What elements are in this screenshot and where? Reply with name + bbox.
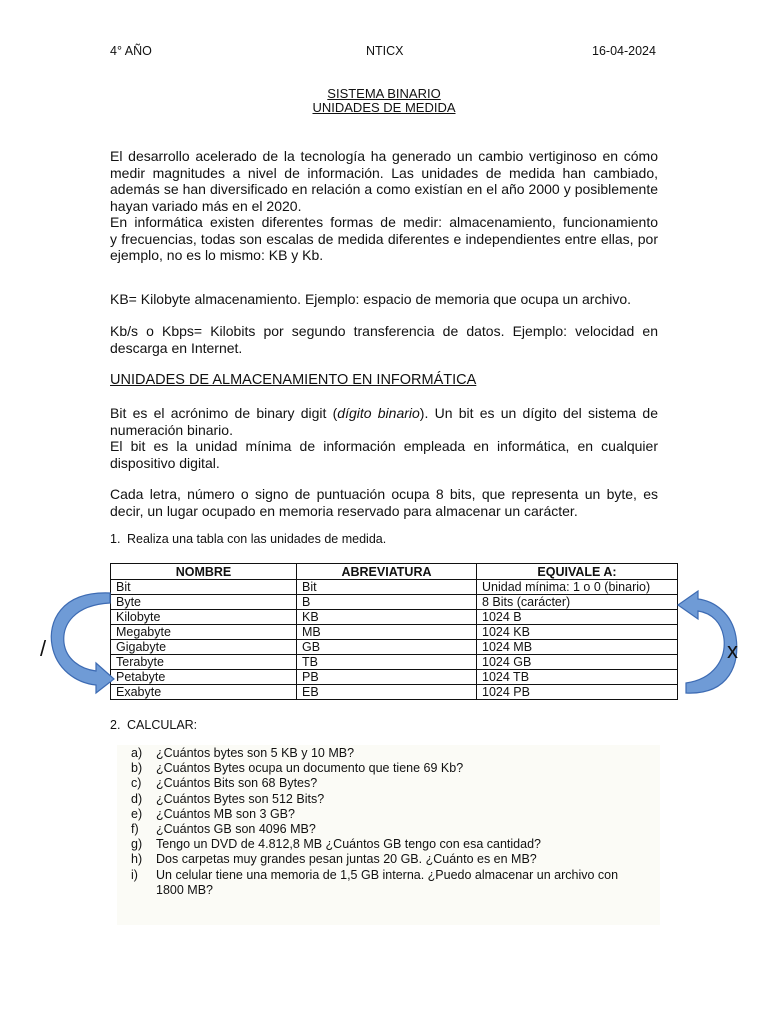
bit-line-4: dispositivo digital. — [110, 454, 220, 471]
intro-line: El desarrollo acelerado de la tecnología ha generado un cambio vertiginoso en cómo — [110, 148, 658, 164]
cell-equivalent: 1024 KB — [477, 625, 678, 640]
table-row — [111, 625, 678, 640]
multiply-mark: x — [727, 638, 738, 663]
question-1-number: 1. — [110, 532, 121, 546]
cell-abbreviation: B — [297, 595, 477, 610]
byte-line: decir, un lugar ocupado en memoria reservado para almacenar un carácter. — [110, 502, 578, 519]
item-text: ¿Cuántos Bytes son 512 Bits? — [156, 791, 325, 806]
item-text: ¿Cuántos MB son 3 GB? — [156, 806, 295, 821]
item-letter: h) — [131, 852, 143, 867]
column-header-name: NOMBRE — [111, 564, 297, 580]
table-row — [111, 595, 678, 610]
curved-arrow-up-icon — [670, 575, 750, 705]
definition-kbps — [110, 323, 658, 356]
questions-list — [131, 746, 651, 898]
table-row — [111, 655, 678, 670]
cell-name: Bit — [111, 580, 297, 595]
cell-abbreviation: KB — [297, 610, 477, 625]
item-text: ¿Cuántos GB son 4096 MB? — [156, 822, 316, 837]
definition-kb: KB= Kilobyte almacenamiento. Ejemplo: espacio de memoria que ocupa un archivo. — [110, 291, 632, 307]
item-text — [156, 868, 651, 898]
bit-line-1 — [110, 405, 658, 422]
list-item — [131, 852, 651, 867]
table-header-row — [111, 564, 678, 580]
question-2-number: 2. — [110, 718, 121, 732]
item-letter: e) — [131, 806, 143, 821]
item-text: ¿Cuántos Bytes ocupa un documento que tiene 69 Kb? — [156, 761, 464, 776]
item-text-line-2: 1800 MB? — [156, 882, 213, 897]
cell-equivalent: 8 Bits (carácter) — [477, 595, 678, 610]
list-item — [131, 822, 651, 837]
bit-paragraph — [110, 405, 658, 471]
cell-equivalent: 1024 PB — [477, 685, 678, 700]
definition-kbps-line: descarga en Internet. — [110, 339, 243, 356]
cell-name: Terabyte — [111, 655, 297, 670]
divide-mark: / — [40, 636, 47, 661]
item-text: ¿Cuántos bytes son 5 KB y 10 MB? — [156, 746, 355, 760]
cell-abbreviation: PB — [297, 670, 477, 685]
header-grade: 4° AÑO — [110, 44, 152, 58]
section-title: UNIDADES DE ALMACENAMIENTO EN INFORMÁTICA — [110, 372, 477, 388]
byte-line: Cada letra, número o signo de puntuación ocupa 8 bits, que representa un byte, es — [110, 486, 658, 502]
cell-abbreviation: Bit — [297, 580, 477, 595]
bit-italic-term: dígito binario — [337, 405, 420, 421]
cell-equivalent: 1024 TB — [477, 670, 678, 685]
bit-line-2: numeración binario. — [110, 421, 233, 438]
bit-line-3: El bit es la unidad mínima de información empleada en informática, en cualquier — [110, 438, 658, 454]
cell-equivalent: Unidad mínima: 1 o 0 (binario) — [477, 580, 678, 595]
question-1-text: Realiza una tabla con las unidades de medida. — [127, 532, 387, 546]
column-header-equivalent: EQUIVALE A: — [477, 564, 678, 580]
cell-abbreviation: GB — [297, 640, 477, 655]
table-row — [111, 580, 678, 595]
title-line-2: UNIDADES DE MEDIDA — [312, 100, 456, 115]
cell-name: Petabyte — [111, 670, 297, 685]
item-letter: a) — [131, 746, 143, 760]
item-letter: g) — [131, 837, 143, 852]
table-row — [111, 685, 678, 700]
curved-arrow-down-icon — [38, 575, 118, 705]
item-text: Tengo un DVD de 4.812,8 MB ¿Cuántos GB tengo con esa cantidad? — [156, 837, 541, 852]
cell-equivalent: 1024 B — [477, 610, 678, 625]
list-item — [131, 792, 651, 807]
bit-line-1-pre: Bit es el acrónimo de binary digit ( — [110, 405, 338, 421]
cell-abbreviation: EB — [297, 685, 477, 700]
intro-line: además se han diversificado en relación a como existían en el año 2000 y posiblemente — [110, 181, 658, 197]
column-header-abbreviation: ABREVIATURA — [297, 564, 477, 580]
cell-name: Megabyte — [111, 625, 297, 640]
cell-name: Byte — [111, 595, 297, 610]
item-text: Dos carpetas muy grandes pesan juntas 20 GB. ¿Cuánto es en MB? — [156, 852, 537, 867]
title-line-1: SISTEMA BINARIO — [327, 86, 441, 101]
item-letter: f) — [131, 822, 139, 837]
cell-equivalent: 1024 GB — [477, 655, 678, 670]
item-letter: d) — [131, 791, 143, 806]
list-item — [131, 868, 651, 898]
units-table — [110, 563, 678, 700]
table-row — [111, 610, 678, 625]
list-item — [131, 807, 651, 822]
intro-line: medir magnitudes a nivel de información. Las unidades de medida han cambiado, — [110, 164, 658, 181]
question-2-text: CALCULAR: — [127, 718, 198, 732]
intro-line: y frecuencias, todas son escalas de medida diferentes e independientes entre ellas, por — [110, 230, 658, 247]
item-letter: b) — [131, 761, 143, 776]
table-row — [111, 640, 678, 655]
byte-paragraph — [110, 486, 658, 519]
list-item — [131, 837, 651, 852]
list-item — [131, 776, 651, 791]
intro-paragraph-1 — [110, 148, 658, 264]
list-item — [131, 746, 651, 761]
bit-line-1-post: ). Un bit es un dígito del sistema de — [419, 405, 658, 421]
definition-kbps-line: Kb/s o Kbps= Kilobits por segundo transferencia de datos. Ejemplo: velocidad en — [110, 323, 658, 339]
cell-name: Kilobyte — [111, 610, 297, 625]
item-letter: c) — [131, 776, 142, 791]
item-text-line-1: Un celular tiene una memoria de 1,5 GB interna. ¿Puedo almacenar un archivo con — [156, 867, 619, 882]
item-letter: i) — [131, 867, 138, 882]
table-row — [111, 670, 678, 685]
intro-line: En informática existen diferentes formas de medir: almacenamiento, funcionamiento — [110, 214, 658, 230]
list-item — [131, 761, 651, 776]
cell-abbreviation: TB — [297, 655, 477, 670]
intro-line: ejemplo, no es lo mismo: KB y Kb. — [110, 247, 324, 263]
header-subject: NTICX — [366, 44, 404, 58]
cell-name: Exabyte — [111, 685, 297, 700]
cell-name: Gigabyte — [111, 640, 297, 655]
item-text: ¿Cuántos Bits son 68 Bytes? — [156, 776, 318, 791]
header-date: 16-04-2024 — [592, 44, 656, 58]
cell-equivalent: 1024 MB — [477, 640, 678, 655]
cell-abbreviation: MB — [297, 625, 477, 640]
intro-line: hayan variado más en el 2020. — [110, 197, 302, 214]
